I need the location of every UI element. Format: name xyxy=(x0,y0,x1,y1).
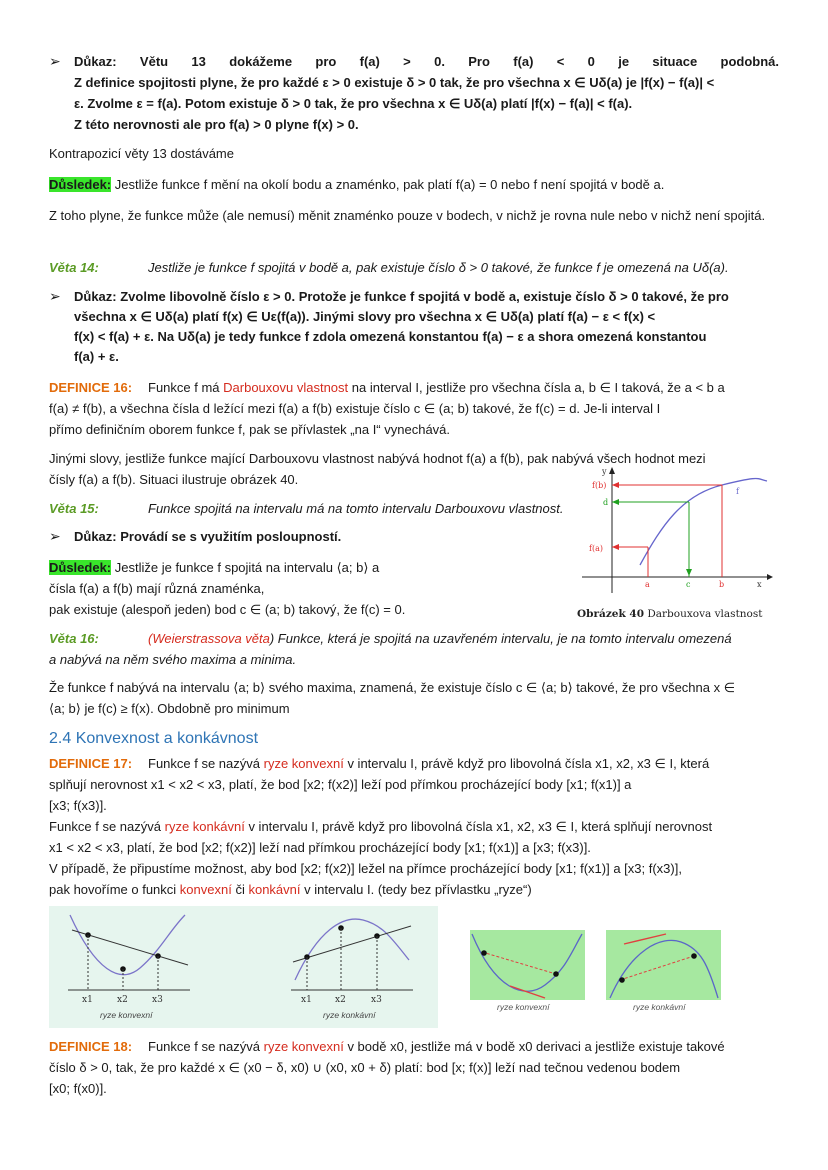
figure-40-caption xyxy=(577,608,763,620)
definition-16-line1 xyxy=(49,377,779,398)
proof14-line1: Důkaz: Zvolme libovolně číslo ε > 0. Protože je funkce f spojitá v bodě a, existuje číslo δ > 0 takové, že pro xyxy=(74,289,729,304)
arrow-icon xyxy=(686,569,692,576)
arrow-icon xyxy=(612,482,619,488)
theorem-15-text: Funkce spojitá na intervalu má na tomto intervalu Darbouxovu vlastnost. xyxy=(148,501,564,516)
corollary-2-line3: pak existuje (alespoň jeden) bod c ∈ (a; b) takový, že f(c) = 0. xyxy=(49,602,406,617)
label-x2: x2 xyxy=(117,995,128,1005)
definition-16-line3: přímo definičním oborem funkce f, pak se přívlastek „na I“ vynechává. xyxy=(49,422,451,437)
point xyxy=(553,971,559,977)
arrow-icon xyxy=(612,499,619,505)
concave-text: Funkce f se nazývá xyxy=(49,819,165,834)
ryze-konkavni-term: ryze konkávní xyxy=(164,819,245,834)
point xyxy=(691,953,697,959)
concave-text: v intervalu I, právě když pro libovolná čísla x1, x2, x3 ∈ I, která splňují nerovnost xyxy=(244,819,713,834)
fig40-label-x: x xyxy=(757,580,762,589)
maximum-paragraph-line2: ⟨a; b⟩ je f(c) ≥ f(x). Obdobně pro minimum xyxy=(49,701,290,716)
convex-tangent-caption: ryze konvexní xyxy=(497,1002,550,1012)
theorem-14-text: Jestliže je funkce f spojitá v bodě a, pak existuje číslo δ > 0 takové, že funkce f je omezená na Uδ(a). xyxy=(148,260,729,275)
definition-18-text: Funkce f se nazývá xyxy=(148,1039,264,1054)
darboux-paragraph-line2: čísly f(a) a f(b). Situaci ilustruje obrázek 40. xyxy=(49,472,299,487)
proof14-line4: f(a) + ε. xyxy=(74,349,119,364)
corollary-2-line2: čísla f(a) a f(b) mají různá znaménka, xyxy=(49,581,265,596)
corollary-tag: Důsledek: xyxy=(49,560,112,575)
proof13-line4: Z této nerovnosti ale pro f(a) > 0 plyne f(x) > 0. xyxy=(74,117,359,132)
concave-caption: ryze konkávní xyxy=(323,1010,376,1020)
fig40-label-fa: f(a) xyxy=(589,544,603,553)
figure-40-darboux xyxy=(572,465,782,625)
definition-18-label: DEFINICE 18: xyxy=(49,1039,133,1054)
y-axis-arrow-icon xyxy=(609,467,615,474)
label-x2: x2 xyxy=(335,995,346,1005)
bullet-arrow-icon: ➢ xyxy=(49,528,61,544)
bullet-arrow-icon: ➢ xyxy=(49,288,61,304)
proof14-line2: všechna x ∈ Uδ(a) platí f(x) ∈ Uε(f(a)). Jinými slovy pro všechna x ∈ Uδ(a) platí f(a) − ε < f(x) < xyxy=(74,309,656,324)
concave-line3: V případě, že připustíme možnost, aby bod [x2; f(x2)] ležel na přímce procházející body [x1; f(x1)] a [x3; f(x3)], xyxy=(49,861,682,876)
arrow-icon xyxy=(612,544,619,550)
convex-figure xyxy=(60,910,195,1025)
theorem-16-line1 xyxy=(49,628,779,649)
ryze-konvexni-term: ryze konvexní xyxy=(263,756,344,771)
bullet-arrow-icon: ➢ xyxy=(49,53,61,69)
label-x1: x1 xyxy=(301,995,312,1005)
section-heading: 2.4 Konvexnost a konkávnost xyxy=(49,730,259,747)
concave-text: v intervalu I. (tedy bez přívlastku „ryze“) xyxy=(300,882,532,897)
concave-text: pak hovoříme o funkci xyxy=(49,882,180,897)
concave-tangent-caption: ryze konkávní xyxy=(633,1002,686,1012)
contraposition-text: Kontrapozicí věty 13 dostáváme xyxy=(49,146,234,161)
corollary-1-text: Jestliže funkce f mění na okolí bodu a znaménko, pak platí f(a) = 0 nebo f není spojitá v bodě a. xyxy=(111,177,665,192)
definition-18-line1 xyxy=(49,1036,779,1057)
theorem-15 xyxy=(49,498,609,519)
definition-17-line1 xyxy=(49,753,779,774)
concave-tangent-figure xyxy=(606,930,721,1015)
definition-16-label: DEFINICE 16: xyxy=(49,380,133,395)
sign-change-paragraph: Z toho plyne, že funkce může (ale nemusí) měnit znaménko pouze v bodech, v nichž je rovna nule nebo v nichž není spojitá. xyxy=(49,208,766,223)
fig40-label-c: c xyxy=(686,580,691,589)
convex-curve xyxy=(472,934,582,991)
theorem-16-line2: a nabývá na něm svého maxima a minima. xyxy=(49,652,297,667)
theorem-15-label: Věta 15: xyxy=(49,501,99,516)
definition-16-text: na interval I, jestliže pro všechna čísla a, b ∈ I taková, že a < b a xyxy=(348,380,725,395)
proof15: Důkaz: Provádí se s využitím posloupností. xyxy=(74,529,342,544)
concave-line4 xyxy=(49,879,779,900)
convex-curve xyxy=(70,915,185,975)
proof13-line2: Z definice spojitosti plyne, že pro každé ε > 0 existuje δ > 0 tak, že pro všechna x ∈ Uδ(a) je |f(x) − f(a)| < xyxy=(74,75,715,90)
label-x3: x3 xyxy=(371,995,382,1005)
concave-curve xyxy=(610,940,718,998)
concave-text: či xyxy=(231,882,249,897)
darboux-term: Darbouxovu vlastnost xyxy=(223,380,349,395)
dashed-secant xyxy=(620,956,694,980)
corollary-2-line1 xyxy=(49,557,569,578)
definition-18-text: v bodě x0, jestliže má v bodě x0 derivaci a jestliže existuje takové xyxy=(343,1039,725,1054)
figure-40-caption-text: Darbouxova vlastnost xyxy=(644,608,763,620)
point xyxy=(619,977,625,983)
corollary-tag: Důsledek: xyxy=(49,177,112,192)
label-x3: x3 xyxy=(152,995,163,1005)
definition-17-text: Funkce f se nazývá xyxy=(148,756,264,771)
fig40-label-a: a xyxy=(645,580,650,589)
x-axis-arrow-icon xyxy=(767,574,773,580)
definition-17-line2: splňují nerovnost x1 < x2 < x3, platí, že bod [x2; f(x2)] leží pod přímkou procházející body [x1; f(x1)] a xyxy=(49,777,632,792)
corollary-2-text: Jestliže je funkce f spojitá na intervalu ⟨a; b⟩ a xyxy=(111,560,380,575)
definition-17-text: v intervalu I, právě když pro libovolná čísla x1, x2, x3 ∈ I, která xyxy=(343,756,710,771)
fig40-label-f: f xyxy=(736,487,739,496)
function-curve xyxy=(640,479,767,566)
ryze-konvexni-term: ryze konvexní xyxy=(263,1039,344,1054)
concave-line1 xyxy=(49,816,779,837)
theorem-14-label: Věta 14: xyxy=(49,260,99,275)
figure-40-caption-label: Obrázek 40 xyxy=(577,608,645,620)
secant-line xyxy=(293,926,411,962)
konkavni-term: konkávní xyxy=(248,882,301,897)
konvexni-term: konvexní xyxy=(179,882,232,897)
fig40-label-d: d xyxy=(603,498,609,507)
fig40-label-y: y xyxy=(602,467,607,476)
convex-caption: ryze konvexní xyxy=(100,1010,153,1020)
weierstrass-term: (Weierstrassova věta xyxy=(148,631,270,646)
corollary-1 xyxy=(49,174,779,195)
proof14-line3: f(x) < f(a) + ε. Na Uδ(a) je tedy funkce f zdola omezená konstantou f(a) − ε a shora omezená konstantou xyxy=(74,329,707,344)
concave-line2: x1 < x2 < x3, platí, že bod [x2; f(x2)] leží nad přímkou procházející body [x1; f(x1)] a [x3; f(x3)]. xyxy=(49,840,591,855)
convex-tangent-figure xyxy=(470,930,585,1015)
fig40-label-b: b xyxy=(719,580,725,589)
theorem-16-label: Věta 16: xyxy=(49,631,99,646)
theorem-16-text: ) Funkce, která je spojitá na uzavřeném intervalu, je na tomto intervalu omezená xyxy=(269,631,732,646)
point xyxy=(481,950,487,956)
maximum-paragraph-line1: Že funkce f nabývá na intervalu ⟨a; b⟩ svého maxima, znamená, že existuje číslo c ∈ ⟨a; b⟩ takové, že pro všechna x ∈ xyxy=(49,680,736,695)
proof13-line1: Důkaz: Větu 13 dokážeme pro f(a) > 0. Pro f(a) < 0 je situace podobná. xyxy=(74,54,779,69)
concave-curve xyxy=(295,919,409,980)
darboux-paragraph-line1: Jinými slovy, jestliže funkce mající Darbouxovu vlastnost nabývá hodnot f(a) a f(b), pak nabývá všech hodnot mezi xyxy=(49,451,706,466)
definition-16-text: Funkce f má xyxy=(148,380,224,395)
definition-17-label: DEFINICE 17: xyxy=(49,756,133,771)
proof13-line3: ε. Zvolme ε = f(a). Potom existuje δ > 0 tak, že pro všechna x ∈ Uδ(a) platí |f(x) − f(a)| < f(a). xyxy=(74,96,633,111)
definition-18-line3: [x0; f(x0)]. xyxy=(49,1081,107,1096)
label-x1: x1 xyxy=(82,995,93,1005)
concave-figure xyxy=(283,910,418,1025)
theorem-14 xyxy=(49,257,779,278)
fig40-label-fb: f(b) xyxy=(592,481,607,490)
definition-18-line2: číslo δ > 0, tak, že pro každé x ∈ (x0 − δ, x0) ∪ (x0, x0 + δ) platí: bod [x; f(x)] leží nad tečnou vedenou bodem xyxy=(49,1060,681,1075)
definition-17-line3: [x3; f(x3)]. xyxy=(49,798,107,813)
definition-16-line2: f(a) ≠ f(b), a všechna čísla d ležící mezi f(a) a f(b) existuje číslo c ∈ (a; b) takové, že f(c) = d. Je-li interval I xyxy=(49,401,661,416)
